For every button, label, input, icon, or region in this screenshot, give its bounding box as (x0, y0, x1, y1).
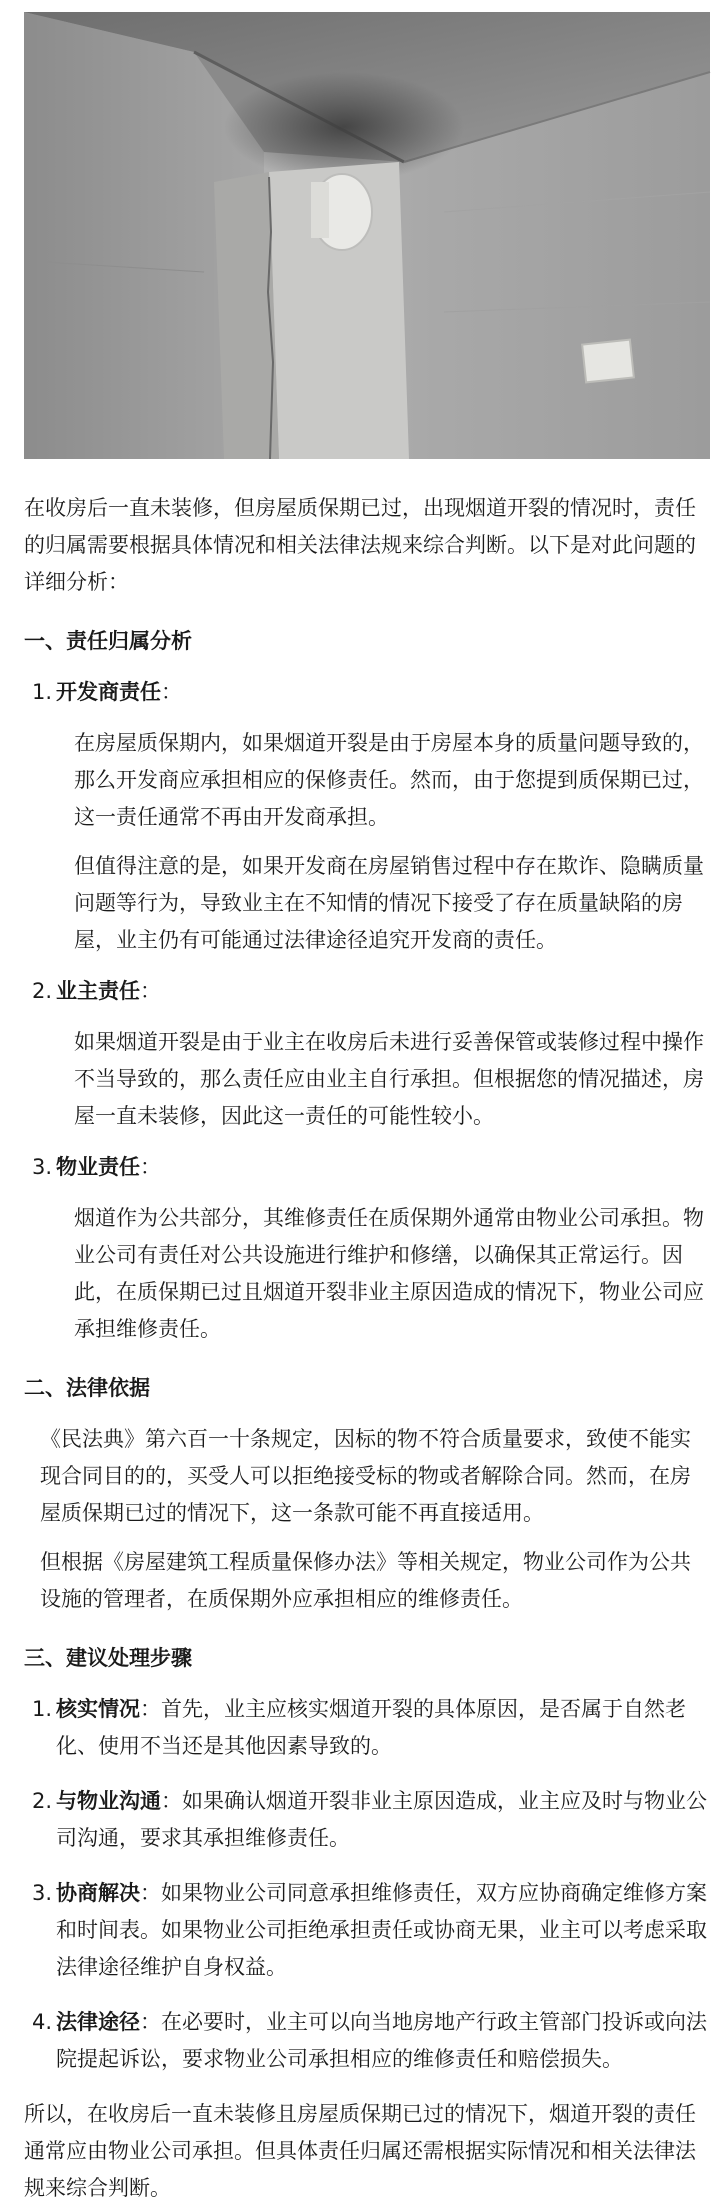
legal-basis-body (24, 1421, 710, 1618)
list-item-paragraph: 但值得注意的是，如果开发商在房屋销售过程中存在欺诈、隐瞒质量问题等行为，导致业主在不知情的情况下接受了存在质量缺陷的房屋，业主仍有可能通过法律途径追究开发商的责任。 (74, 854, 704, 952)
list-number: 3. (31, 1155, 52, 1179)
step-label: 核实情况 (56, 1697, 140, 1721)
section-heading-responsibility: 一、责任归属分析 (24, 629, 192, 653)
list-item-colon: ： (161, 680, 182, 704)
list-item-paragraph: 在房屋质保期内，如果烟道开裂是由于房屋本身的质量问题导致的，那么开发商应承担相应的保修责任。然而，由于您提到质保期已过，这一责任通常不再由开发商承担。 (74, 731, 704, 829)
step-text: ：如果确认烟道开裂非业主原因造成，业主应及时与物业公司沟通，要求其承担维修责任。 (56, 1789, 707, 1850)
step-text: ：首先，业主应核实烟道开裂的具体原因，是否属于自然老化、使用不当还是其他因素导致的。 (56, 1697, 686, 1758)
list-item-colon: ： (140, 979, 161, 1003)
step-text: ：在必要时，业主可以向当地房地产行政主管部门投诉或向法院提起诉讼，要求物业公司承担相应的维修责任和赔偿损失。 (56, 2010, 707, 2071)
list-item (24, 2004, 710, 2078)
legal-paragraph: 《民法典》第六百一十条规定，因标的物不符合质量要求，致使不能实现合同目的的，买受人可以拒绝接受标的物或者解除合同。然而，在房屋质保期已过的情况下，这一条款可能不再直接适用。 (40, 1427, 691, 1525)
list-number: 2. (31, 979, 52, 1003)
list-item (24, 1875, 710, 1986)
intro-paragraph: 在收房后一直未装修，但房屋质保期已过，出现烟道开裂的情况时，责任的归属需要根据具体情况和相关法律法规来综合判断。以下是对此问题的详细分析： (24, 496, 696, 594)
list-item-paragraph: 烟道作为公共部分，其维修责任在质保期外通常由物业公司承担。物业公司有责任对公共设施进行维护和修缮，以确保其正常运行。因此，在质保期已过且烟道开裂非业主原因造成的情况下，物业公司应承担维修责任。 (74, 1206, 704, 1341)
step-label: 法律途径 (56, 2010, 140, 2034)
list-item-label: 业主责任 (56, 979, 140, 1003)
list-item (24, 1783, 710, 1857)
list-number: 4. (31, 2010, 52, 2034)
list-number: 1. (31, 1697, 52, 1721)
section-heading-steps: 三、建议处理步骤 (24, 1646, 192, 1670)
list-item (24, 973, 710, 1135)
legal-paragraph: 但根据《房屋建筑工程质量保修办法》等相关规定，物业公司作为公共设施的管理者，在质保期外应承担相应的维修责任。 (40, 1550, 691, 1611)
list-item (24, 1691, 710, 1765)
section-heading-legal-basis: 二、法律依据 (24, 1376, 150, 1400)
cracked-flue-photo (24, 12, 710, 459)
list-item (24, 674, 710, 959)
list-item-paragraph: 如果烟道开裂是由于业主在收房后未进行妥善保管或装修过程中操作不当导致的，那么责任应由业主自行承担。但根据您的情况描述，房屋一直未装修，因此这一责任的可能性较小。 (74, 1030, 704, 1128)
list-number: 2. (31, 1789, 52, 1813)
article-body (24, 490, 710, 2207)
step-label: 协商解决 (56, 1881, 140, 1905)
steps-list (24, 1691, 710, 2078)
list-item-label: 开发商责任 (56, 680, 161, 704)
list-item (24, 1149, 710, 1348)
step-text: ：如果物业公司同意承担维修责任，双方应协商确定维修方案和时间表。如果物业公司拒绝承担责任或协商无果，业主可以考虑采取法律途径维护自身权益。 (56, 1881, 707, 1979)
conclusion-paragraph: 所以，在收房后一直未装修且房屋质保期已过的情况下，烟道开裂的责任通常应由物业公司承担。但具体责任归属还需根据实际情况和相关法律法规来综合判断。 (24, 2102, 696, 2200)
list-item-colon: ： (140, 1155, 161, 1179)
list-number: 1. (31, 680, 52, 704)
list-item-label: 物业责任 (56, 1155, 140, 1179)
list-number: 3. (31, 1881, 52, 1905)
step-label: 与物业沟通 (56, 1789, 161, 1813)
